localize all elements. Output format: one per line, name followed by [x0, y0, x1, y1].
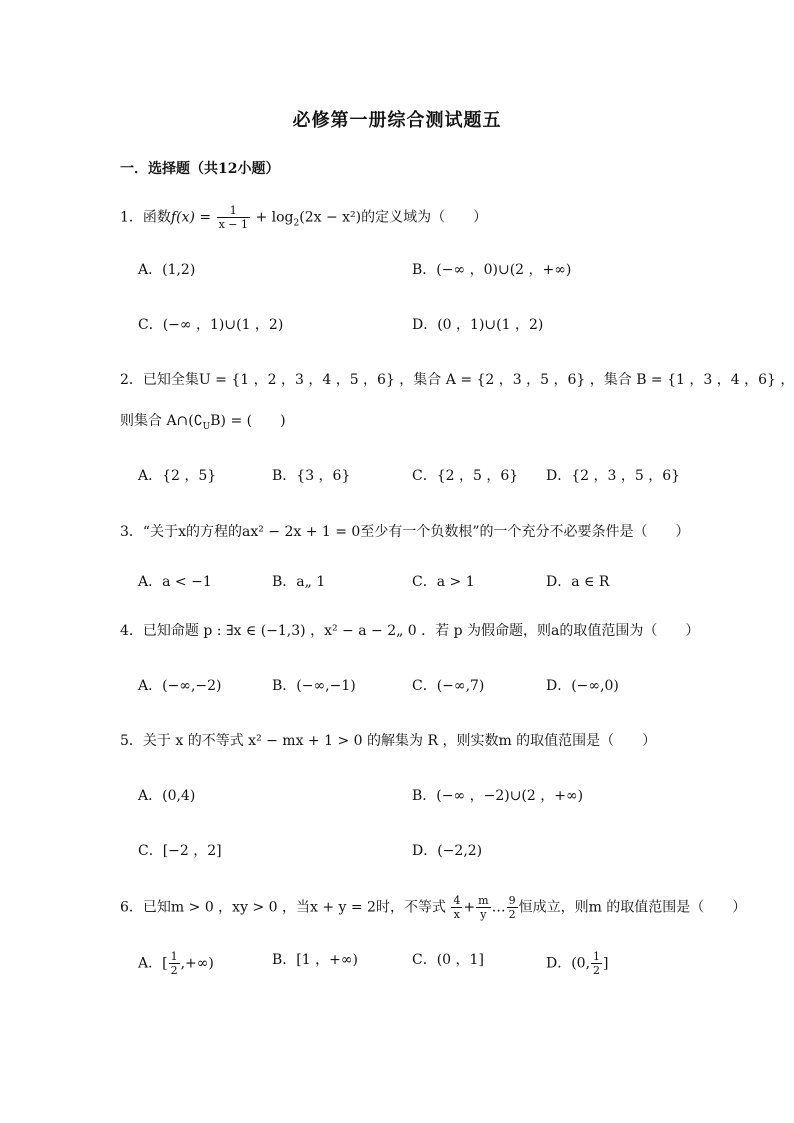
option-d: D．(−2,2)	[412, 843, 483, 859]
question-text: 恒成立，则m 的取值范围是（ ）	[518, 899, 747, 916]
option-c: C．[−2 ，2]	[138, 843, 222, 859]
fraction-denominator: x	[453, 908, 461, 921]
question-5	[120, 731, 656, 751]
set-subscript: U	[202, 421, 211, 432]
page-title: 必修第一册综合测试题五	[292, 110, 502, 131]
question-text: 已知全集U = {1 ，2 ，3 ，4 ，5 ，6} ，集合 A = {2 ，3 ，5 ，6} ，集合 B = {1 ，3 ，4 ，6} ，	[142, 372, 794, 388]
option-c: C．a > 1	[412, 574, 475, 590]
question-number: 1．	[120, 209, 143, 226]
option-a: A．a < −1	[138, 574, 212, 590]
option-a: A．(−∞,−2)	[138, 678, 222, 694]
question-text: (2x − x²)的定义域为（ ）	[299, 209, 488, 226]
question-text: B) = ( )	[210, 413, 286, 429]
option-a: A．{2 ，5}	[138, 468, 217, 484]
math-expression: f(x) =	[170, 209, 212, 226]
option-label: A．[	[138, 955, 168, 972]
fraction-denominator: 2	[593, 964, 601, 977]
option-b: B．(−∞ ，0)∪(2 ，+∞)	[412, 262, 572, 278]
question-number: 5．	[120, 733, 143, 749]
log-base: 2	[293, 218, 300, 229]
question-number: 6．	[120, 899, 143, 916]
option-d: D．(0 ，1)∪(1 ，2)	[412, 317, 544, 333]
section-heading: 一．选择题（共12小题）	[120, 161, 280, 177]
question-2-line-2	[120, 411, 286, 437]
option-d: D．{2 ，3 ，5 ，6}	[546, 468, 681, 484]
option-b: B．a„ 1	[272, 574, 326, 590]
question-3	[120, 522, 690, 542]
fraction-numerator: 4	[453, 894, 461, 907]
fraction-denominator: 2	[508, 908, 516, 921]
fraction	[591, 950, 602, 977]
option-b: B．{3 ，6}	[272, 468, 351, 484]
fraction-denominator: x − 1	[218, 218, 248, 231]
question-text: 则集合 A∩(∁	[120, 413, 203, 429]
option-a	[138, 950, 214, 977]
option-b: B．[1 ，+∞)	[272, 952, 358, 968]
option-d	[546, 950, 609, 977]
option-c: C．(0 ，1]	[412, 952, 484, 968]
question-6	[120, 894, 746, 921]
fraction	[476, 894, 490, 921]
fraction-numerator: 9	[508, 894, 516, 907]
fraction-denominator: y	[480, 908, 487, 921]
fraction	[507, 894, 518, 921]
option-label: D．(0,	[546, 955, 591, 972]
option-c: C．{2 ，5 ，6}	[412, 468, 519, 484]
question-text: 函数	[142, 209, 171, 226]
option-d: D．a ∈ R	[546, 574, 610, 590]
question-2	[120, 370, 794, 390]
math-operator: +	[463, 899, 476, 916]
option-a: A．(0,4)	[138, 788, 196, 804]
option-d: D．(−∞,0)	[546, 678, 619, 694]
question-1	[120, 204, 487, 233]
fraction	[217, 204, 250, 231]
option-c: C．(−∞ ，1)∪(1 ，2)	[138, 317, 284, 333]
fraction-numerator: 1	[170, 950, 178, 963]
fraction-numerator: 1	[593, 950, 601, 963]
question-number: 4．	[120, 623, 143, 639]
fraction-denominator: 2	[170, 964, 178, 977]
question-4	[120, 621, 699, 641]
fraction	[451, 894, 462, 921]
fraction	[169, 950, 180, 977]
option-c: C．(−∞,7)	[412, 678, 485, 694]
option-a: A．(1,2)	[138, 262, 196, 278]
option-text: ,+∞)	[180, 955, 214, 972]
option-text: ]	[603, 955, 609, 972]
fraction-numerator: 1	[217, 204, 250, 218]
math-expression: + log	[255, 209, 294, 226]
question-number: 2．	[120, 372, 143, 388]
question-text: 已知m > 0 ，xy > 0 ，当x + y = 2时，不等式	[142, 899, 446, 916]
math-operator: …	[491, 899, 506, 916]
option-b: B．(−∞,−1)	[272, 678, 356, 694]
question-text: 关于 x 的不等式 x² − mx + 1 > 0 的解集为 R ，则实数m 的取值范围是（ ）	[142, 733, 657, 749]
option-b: B．(−∞ ，−2)∪(2 ，+∞)	[412, 788, 584, 804]
question-text: “关于x的方程的ax² − 2x + 1 = 0至少有一个负数根”的一个充分不必要条件是（ ）	[142, 524, 690, 540]
fraction-numerator: m	[478, 894, 489, 907]
question-text: 已知命题 p : ∃x ∈ (−1,3) ，x² − a − 2„ 0 ．若 p 为假命题，则a的取值范围为（ ）	[142, 623, 700, 639]
question-number: 3．	[120, 524, 143, 540]
